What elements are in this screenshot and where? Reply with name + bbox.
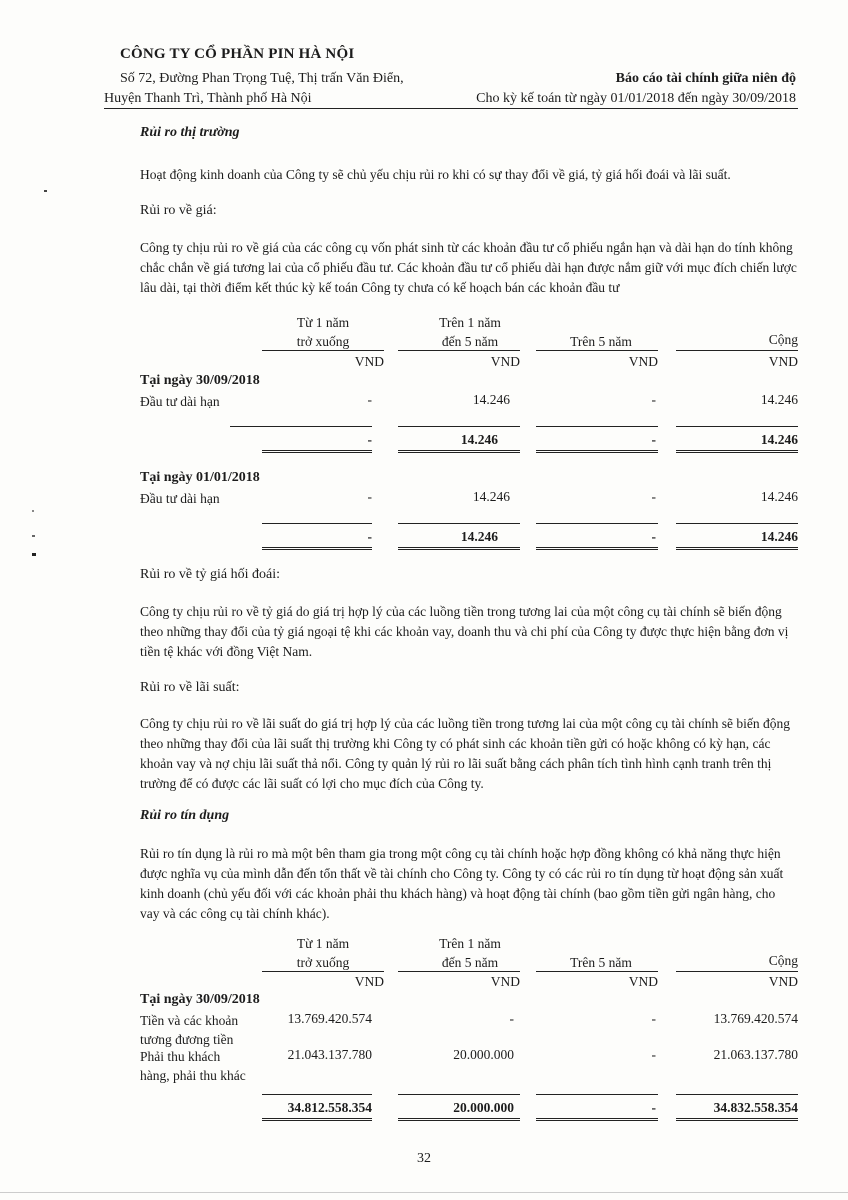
- t1-g1-total: 14.246: [760, 432, 798, 447]
- t1-g2-total: -: [651, 529, 656, 544]
- t2-row2-cell: 21.043.137.780: [287, 1047, 372, 1062]
- t1-g2-double-rule: [398, 547, 520, 550]
- t2-row1-cell: -: [509, 1011, 514, 1026]
- t2-row2-label-line2: hàng, phải thu khác: [140, 1068, 246, 1083]
- t2-col1-header: [262, 934, 384, 972]
- t1-g1-rule: [676, 426, 798, 427]
- t1-g2-double-rule: [676, 547, 798, 550]
- report-period: Cho kỳ kế toán từ ngày 01/01/2018 đến ngày 30/09/2018: [476, 91, 796, 106]
- t1-g2-total: 14.246: [760, 529, 798, 544]
- t2-row2-cell: 20.000.000: [453, 1047, 514, 1062]
- t1-col1-line1: Từ 1 năm: [296, 315, 350, 330]
- t1-header-rule: [536, 350, 658, 351]
- t2-row1-cell: 13.769.420.574: [713, 1011, 798, 1026]
- t2-total-rule: [676, 1094, 798, 1095]
- t1-g2-rule: [262, 523, 372, 524]
- t1-col2-header: [410, 313, 530, 351]
- t2-row2-cell: -: [651, 1047, 656, 1062]
- t1-g1-cell: 14.246: [760, 392, 798, 407]
- t2-row1-label-line1: Tiền và các khoản: [140, 1013, 239, 1028]
- report-title: Báo cáo tài chính giữa niên độ: [615, 71, 796, 86]
- t2-header-rule: [262, 971, 384, 972]
- t1-g1-double-rule: [676, 450, 798, 453]
- t1-currency: VND: [768, 354, 798, 369]
- t1-g1-total: 14.246: [460, 432, 498, 447]
- t2-row2-label-line1: Phải thu khách: [140, 1049, 221, 1064]
- t2-col2-line2: đến 5 năm: [441, 955, 499, 970]
- t2-row2-label: [140, 1047, 246, 1085]
- t1-g1-cell: -: [367, 392, 372, 407]
- page-number: 32: [417, 1151, 431, 1166]
- t1-g1-total: -: [367, 432, 372, 447]
- t2-col2-header: [410, 934, 530, 972]
- t2-row2-cell: 21.063.137.780: [713, 1047, 798, 1062]
- price-risk-text: Công ty chịu rủi ro về giá của các công cụ vốn phát sinh từ các khoản đầu tư cổ phiếu ngắn hạn và dài hạn do tính không chắc chắn về giá tương lai của cổ phiếu đầu tư. Các khoản đầu tư cổ phiếu dài hạn được nắm giữ với mục đích chiến lược lâu dài, tại thời điểm kết thúc kỳ kế toán Công ty chưa có kế hoạch bán các khoản đầu tư: [140, 240, 797, 295]
- t2-col2-line1: Trên 1 năm: [439, 936, 501, 951]
- t1-group1-title: Tại ngày 30/09/2018: [140, 373, 260, 388]
- t1-g2-total: 14.246: [460, 529, 498, 544]
- fx-risk-title: Rủi ro về tỷ giá hối đoái:: [140, 567, 280, 582]
- scan-specks: [0, 0, 60, 1200]
- t1-g2-rule: [398, 523, 520, 524]
- t2-double-rule: [398, 1118, 520, 1121]
- t2-header-rule: [398, 971, 520, 972]
- credit-risk-text: Rủi ro tín dụng là rủi ro mà một bên tham gia trong một công cụ tài chính hoặc hợp đồng không có khả năng thực hiện được nghĩa vụ của mình dẫn đến tổn thất về tài chính cho Công ty. Công ty có các rủi ro tín dụng từ hoạt động sản xuất kinh doanh (chủ yếu đối với các khoản phải thu khách hàng) và hoạt động tài chính (bao gồm tiền gửi ngân hàng, cho vay và các công cụ tài chính khác).: [140, 846, 784, 921]
- t2-col1-line2: trở xuống: [296, 955, 350, 970]
- t1-currency: VND: [490, 354, 520, 369]
- t2-currency: VND: [768, 974, 798, 989]
- t1-g1-double-rule: [262, 450, 372, 453]
- t2-total: -: [651, 1100, 656, 1115]
- t2-currency: VND: [354, 974, 384, 989]
- t1-col2-line2: đến 5 năm: [441, 334, 499, 349]
- t1-g1-rule: [230, 426, 372, 427]
- t1-g2-rule: [676, 523, 798, 524]
- t2-row1-cell: -: [651, 1011, 656, 1026]
- t2-currency: VND: [490, 974, 520, 989]
- t2-double-rule: [536, 1118, 658, 1121]
- t2-row1-label: [140, 1011, 238, 1049]
- t1-g2-double-rule: [262, 547, 372, 550]
- t1-g2-total: -: [367, 529, 372, 544]
- t1-header-rule: [398, 350, 520, 351]
- t1-col1-header: [262, 313, 384, 351]
- t1-g1-rule: [398, 426, 520, 427]
- header-divider: [104, 108, 798, 109]
- t2-col4-header: Cộng: [768, 953, 798, 968]
- t1-currency: VND: [354, 354, 384, 369]
- t2-row1-cell: 13.769.420.574: [287, 1011, 372, 1026]
- company-address-line1: Số 72, Đường Phan Trọng Tuệ, Thị trấn Văn Điển,: [120, 71, 404, 86]
- t1-g2-cell: -: [367, 489, 372, 504]
- t1-g2-cell: -: [651, 489, 656, 504]
- t2-col3-header: Trên 5 năm: [570, 955, 632, 970]
- t2-total: 34.812.558.354: [287, 1100, 372, 1115]
- t2-double-rule: [262, 1118, 372, 1121]
- t1-g1-double-rule: [536, 450, 658, 453]
- t2-total-rule: [262, 1094, 372, 1095]
- t2-total-rule: [536, 1094, 658, 1095]
- interest-risk-text: Công ty chịu rủi ro về lãi suất do giá trị hợp lý của các luồng tiền trong tương lai của một công cụ tài chính sẽ biến động theo những thay đổi của lãi suất thị trường khi Công ty có phát sinh các khoản tiền gửi có hoặc không có kỳ hạn, các khoản vay và nợ chịu lãi suất thả nổi. Công ty quản lý rủi ro lãi suất bằng cách phân tích tình hình cạnh tranh trên thị trường để có được các lãi suất có lợi cho mục đích của Công ty.: [140, 716, 790, 791]
- t1-currency: VND: [628, 354, 658, 369]
- t1-g1-cell: -: [651, 392, 656, 407]
- market-risk-heading: Rủi ro thị trường: [140, 125, 240, 140]
- t2-currency: VND: [628, 974, 658, 989]
- t2-row1-label-line2: tương đương tiền: [140, 1032, 234, 1047]
- t1-col4-header: Cộng: [768, 332, 798, 347]
- t2-col1-line1: Từ 1 năm: [296, 936, 350, 951]
- t2-header-rule: [536, 971, 658, 972]
- t1-header-rule: [676, 350, 798, 351]
- market-risk-intro: Hoạt động kinh doanh của Công ty sẽ chủ yếu chịu rủi ro khi có sự thay đổi về giá, tỷ giá hối đoái và lãi suất.: [140, 167, 731, 182]
- t1-g2-double-rule: [536, 547, 658, 550]
- t1-group2-row-label: Đầu tư dài hạn: [140, 491, 220, 506]
- t1-g1-double-rule: [398, 450, 520, 453]
- company-address-line2: Huyện Thanh Trì, Thành phố Hà Nội: [104, 91, 312, 106]
- t1-group1-row-label: Đầu tư dài hạn: [140, 394, 220, 409]
- t2-total: 34.832.558.354: [713, 1100, 798, 1115]
- t2-total-rule: [398, 1094, 520, 1095]
- scan-edge: [0, 1192, 848, 1193]
- interest-risk-title: Rủi ro về lãi suất:: [140, 680, 240, 695]
- price-risk-title: Rủi ro về giá:: [140, 203, 217, 218]
- t1-col2-line1: Trên 1 năm: [439, 315, 501, 330]
- t1-g1-total: -: [651, 432, 656, 447]
- t1-g2-cell: 14.246: [760, 489, 798, 504]
- credit-risk-heading: Rủi ro tín dụng: [140, 808, 230, 823]
- t2-group-title: Tại ngày 30/09/2018: [140, 992, 260, 1007]
- t1-col1-line2: trở xuống: [296, 334, 350, 349]
- t1-group2-title: Tại ngày 01/01/2018: [140, 470, 260, 485]
- t1-header-rule: [262, 350, 384, 351]
- t2-double-rule: [676, 1118, 798, 1121]
- t2-total: 20.000.000: [453, 1100, 514, 1115]
- fx-risk-text: Công ty chịu rủi ro về tỷ giá do giá trị hợp lý của các luồng tiền trong tương lai của một công cụ tài chính sẽ biến động theo những thay đổi của tỷ giá ngoại tệ khi các khoản vay, doanh thu và chi phí của Công ty được thực hiện bằng đơn vị tiền tệ khác với đồng Việt Nam.: [140, 604, 789, 659]
- t1-g1-cell: 14.246: [472, 392, 510, 407]
- t1-g1-rule: [536, 426, 658, 427]
- t2-header-rule: [676, 971, 798, 972]
- t1-g2-cell: 14.246: [472, 489, 510, 504]
- t1-g2-rule: [536, 523, 658, 524]
- company-name: CÔNG TY CỔ PHẦN PIN HÀ NỘI: [120, 46, 355, 62]
- t1-col3-header: Trên 5 năm: [570, 334, 632, 349]
